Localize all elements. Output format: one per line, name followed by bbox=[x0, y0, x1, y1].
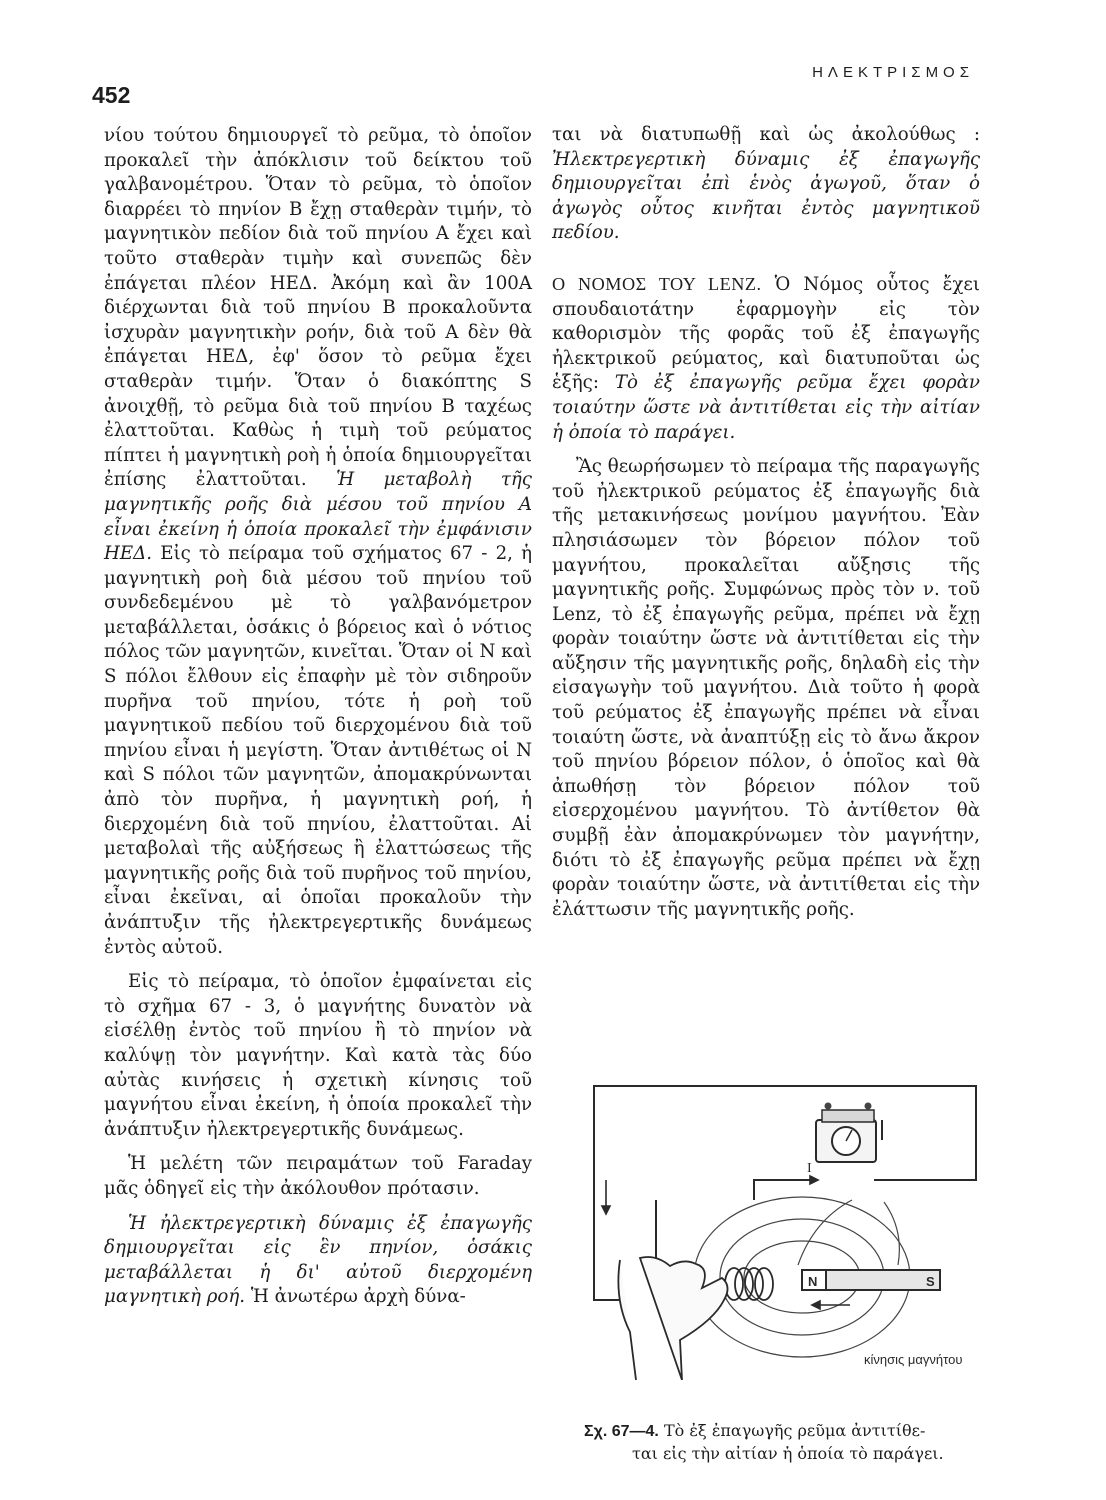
current-arrow-top-head bbox=[810, 1176, 818, 1184]
left-paragraph-1 bbox=[104, 124, 532, 960]
caption-label: Σχ. 67—4. bbox=[584, 1423, 659, 1440]
current-arrow-left-head bbox=[602, 1206, 610, 1214]
induction-diagram bbox=[584, 1080, 984, 1380]
right-p2-italic: Τὸ ἐξ ἐπαγωγῆς ρεῦμα ἔχει φορὰν τοιαύτην ὥστε νὰ ἀντιτίθεται εἰς τὴν αἰτίαν ἡ ὁποία τὸ παράγει. bbox=[552, 372, 980, 443]
right-paragraph-1 bbox=[552, 123, 980, 246]
figure-67-4 bbox=[584, 1080, 984, 1380]
figure-caption bbox=[584, 1420, 988, 1465]
left-p4-end: Ἡ ἀνωτέρω ἀρχὴ δύνα- bbox=[250, 1286, 466, 1308]
circuit-wire-right bbox=[874, 1120, 976, 1180]
left-p4-italic: Ἡ ἠλεκτρεγερτικὴ δύναμις ἐξ ἐπαγωγῆς δημιουργεῖται εἰς ἓν πηνίον, ὁσάκις μεταβάλλεται ἡ δι' αὐτοῦ διερχομένη μαγνητικὴ ροή. bbox=[104, 1212, 532, 1308]
left-paragraph-2: Εἰς τὸ πείραμα, τὸ ὁποῖον ἐμφαίνεται εἰς τὸ σχῆμα 67 - 3, ὁ μαγνήτης δυνατὸν νὰ εἰσέλθῃ ἐντὸς τοῦ πηνίου ἢ τὸ πηνίον νὰ καλύψῃ τὸν μαγνήτην. Καὶ κατὰ τὰς δύο αὐτὰς κινήσεις ἡ σχετικὴ κίνησις τοῦ μαγνήτου εἶναι ἐκείνη, ἡ ὁποία προκαλεῖ τὴν ἀνάπτυξιν ἠλεκτρεγερτικῆς δυνάμεως. bbox=[104, 971, 532, 1140]
running-header: ΗΛΕΚΤΡΙΣΜΟΣ bbox=[812, 64, 974, 81]
magnet-motion-label: κίνησις μαγνήτου bbox=[864, 1352, 963, 1367]
coil bbox=[725, 1268, 773, 1300]
bar-magnet bbox=[802, 1270, 940, 1290]
hand-illustration bbox=[618, 1257, 727, 1380]
right-p1-text: ται νὰ διατυπωθῇ καὶ ὡς ἀκολούθως : bbox=[552, 124, 980, 145]
current-label: I bbox=[807, 1161, 812, 1176]
magnet-north-label: N bbox=[808, 1274, 818, 1289]
right-paragraph-2 bbox=[552, 272, 980, 445]
caption-line-1: Τὸ ἐξ ἐπαγωγῆς ρεῦμα ἀντιτίθε- bbox=[663, 1421, 926, 1440]
left-column bbox=[104, 124, 532, 1310]
right-p1-italic: Ἠλεκτρεγερτικὴ δύναμις ἐξ ἐπαγωγῆς δημιουργεῖται ἐπὶ ἑνὸς ἀγωγοῦ, ὅταν ὁ ἀγωγὸς οὗτος κινῆται ἐντὸς μαγνητικοῦ πεδίου. bbox=[552, 148, 980, 244]
motion-arrow-head bbox=[812, 1301, 820, 1309]
caption-line-2: ται εἰς τὴν αἰτίαν ἡ ὁποία τὸ παράγει. bbox=[632, 1444, 944, 1463]
magnet-south-label: S bbox=[926, 1274, 935, 1289]
right-paragraph-3: Ἂς θεωρήσωμεν τὸ πείραμα τῆς παραγωγῆς τοῦ ἠλεκτρικοῦ ρεύματος ἐξ ἐπαγωγῆς διὰ τῆς μετακινήσεως μονίμου μαγνήτου. Ἐὰν πλησιάσωμεν τὸν βόρειον πόλον τοῦ μαγνήτου, προκαλεῖται αὔξησις τῆς μαγνητικῆς ροῆς. Συμφώνως πρὸς τὸν ν. τοῦ Lenz, τὸ ἐξ ἐπαγωγῆς ρεῦμα, πρέπει νὰ ἔχῃ φορὰν τοιαύτην ὥστε νὰ ἀντιτίθεται εἰς τὴν αὔξησιν τῆς μαγνητικῆς ροῆς, δηλαδὴ εἰς τὴν εἰσαγωγὴν τοῦ μαγνήτου. Διὰ τοῦτο ἡ φορὰ τοῦ ρεύματος ἐξ ἐπαγωγῆς πρέπει νὰ εἶναι τοιαύτη ὥστε, νὰ ἀναπτύξῃ εἰς τὸ ἄνω ἄκρον τοῦ πηνίου βόρειον πόλον, ὁ ὁποῖος καὶ θὰ ἀπωθήσῃ τὸν βόρειον πόλον τοῦ εἰσερχομένου μαγνήτου. Τὸ ἀντίθετον θὰ συμβῇ ἐὰν ἀπομακρύνωμεν τὸν μαγνήτην, διότι τὸ ἐξ ἐπαγωγῆς ρεῦμα πρέπει νὰ ἔχῃ φορὰν τοιαύτην ὥστε, νὰ ἀντιτίθεται εἰς τὴν ἐλάττωσιν τῆς μαγνητικῆς ροῆς. bbox=[552, 456, 980, 920]
left-paragraph-3: Ἡ μελέτη τῶν πειραμάτων τοῦ Faraday μᾶς ὁδηγεῖ εἰς τὴν ἀκόλουθον πρότασιν. bbox=[104, 1153, 532, 1199]
page-number: 452 bbox=[92, 82, 131, 108]
lenz-heading: Ο ΝΟΜΟΣ ΤΟΥ LENZ. bbox=[552, 273, 762, 294]
left-p1-text: νίου τούτου δημιουργεῖ τὸ ρεῦμα, τὸ ὁποῖον προκαλεῖ τὴν ἀπόκλισιν τοῦ δείκτου τοῦ γαλβανομέτρου. Ὅταν τὸ ρεῦμα, τὸ ὁποῖον διαρρέει τὸ πηνίον Β ἔχῃ σταθερὰν τιμήν, τὸ μαγνητικὸν πεδίον διὰ τοῦ πηνίου Α ἔχει καὶ τοῦτο σταθερὰν τιμὴν καὶ συνεπῶς δὲν ἐπάγεται πλέον ΗΕΔ. Ἀκόμη καὶ ἂν 100Α διέρχωνται διὰ τοῦ πηνίου Β προκαλοῦντα ἰσχυρὰν μαγνητικὴν ροήν, διὰ τοῦ Α δὲν θὰ ἐπάγεται ΗΕΔ, ἐφ' ὅσον τὸ ρεῦμα ἔχει σταθερὰν τιμήν. Ὅταν ὁ διακόπτης S ἀνοιχθῇ, τὸ ρεῦμα διὰ τοῦ πηνίου Β ταχέως ἐλαττοῦται. Καθὼς ἡ τιμὴ τοῦ ρεύματος πίπτει ἡ μαγνητικὴ ροὴ ἡ ὁποία δημιουργεῖται ἐπίσης ἐλαττοῦται. bbox=[104, 125, 532, 491]
right-column bbox=[552, 123, 980, 922]
right-p2-text: Ὁ Νόμος οὗτος ἔχει σπουδαιοτάτην ἐφαρμογὴν εἰς τὸν καθορισμὸν τῆς φορᾶς τοῦ ἐξ ἐπαγωγῆς ἠλεκτρικοῦ ρεύματος, καὶ διατυποῦται ὡς ἑξῆς: bbox=[552, 273, 980, 394]
left-paragraph-4 bbox=[104, 1212, 532, 1310]
left-p1-end: Εἰς τὸ πείραμα τοῦ σχήματος 67 - 2, ἡ μαγνητικὴ ροὴ διὰ μέσου τοῦ πηνίου τοῦ συνδεδεμένου μὲ τὸ γαλβανόμετρον μεταβάλλεται, ὁσάκις ὁ βόρειος καὶ ὁ νότιος πόλος τῶν μαγνητῶν, κινεῖται. Ὅταν οἱ Ν καὶ S πόλοι ἔλθουν εἰς ἐπαφὴν μὲ τὸν σιδηροῦν πυρῆνα τοῦ πηνίου, τότε ἡ ροὴ τοῦ μαγνητικοῦ πεδίου τοῦ διερχομένου διὰ τοῦ πηνίου εἶναι ἡ μεγίστη. Ὅταν ἀντιθέτως οἱ Ν καὶ S πόλοι τῶν μαγνητῶν, ἀπομακρύνωνται ἀπὸ τὸν πυρῆνα, ἡ μαγνητικὴ ροή, ἡ διερχομένη διὰ τοῦ πηνίου, ἐλαττοῦται. Αἱ μεταβολαὶ τῆς αὐξήσεως ἢ ἐλαττώσεως τῆς μαγνητικῆς ροῆς διὰ τοῦ πυρῆνος τοῦ πηνίου, εἶναι ἐκεῖναι, αἱ ὁποῖαι προκαλοῦν τὴν ἀνάπτυξιν τῆς ἠλεκτρεγερτικῆς δυνάμεως ἐντὸς αὐτοῦ. bbox=[104, 543, 532, 958]
left-p1-italic: Ἡ μεταβολὴ τῆς μαγνητικῆς ροῆς διὰ μέσου τοῦ πηνίου Α εἶναι ἐκείνη ἡ ὁποία προκαλεῖ τὴν ἐμφάνισιν ΗΕΔ. bbox=[104, 469, 532, 565]
galvanometer bbox=[816, 1103, 876, 1163]
